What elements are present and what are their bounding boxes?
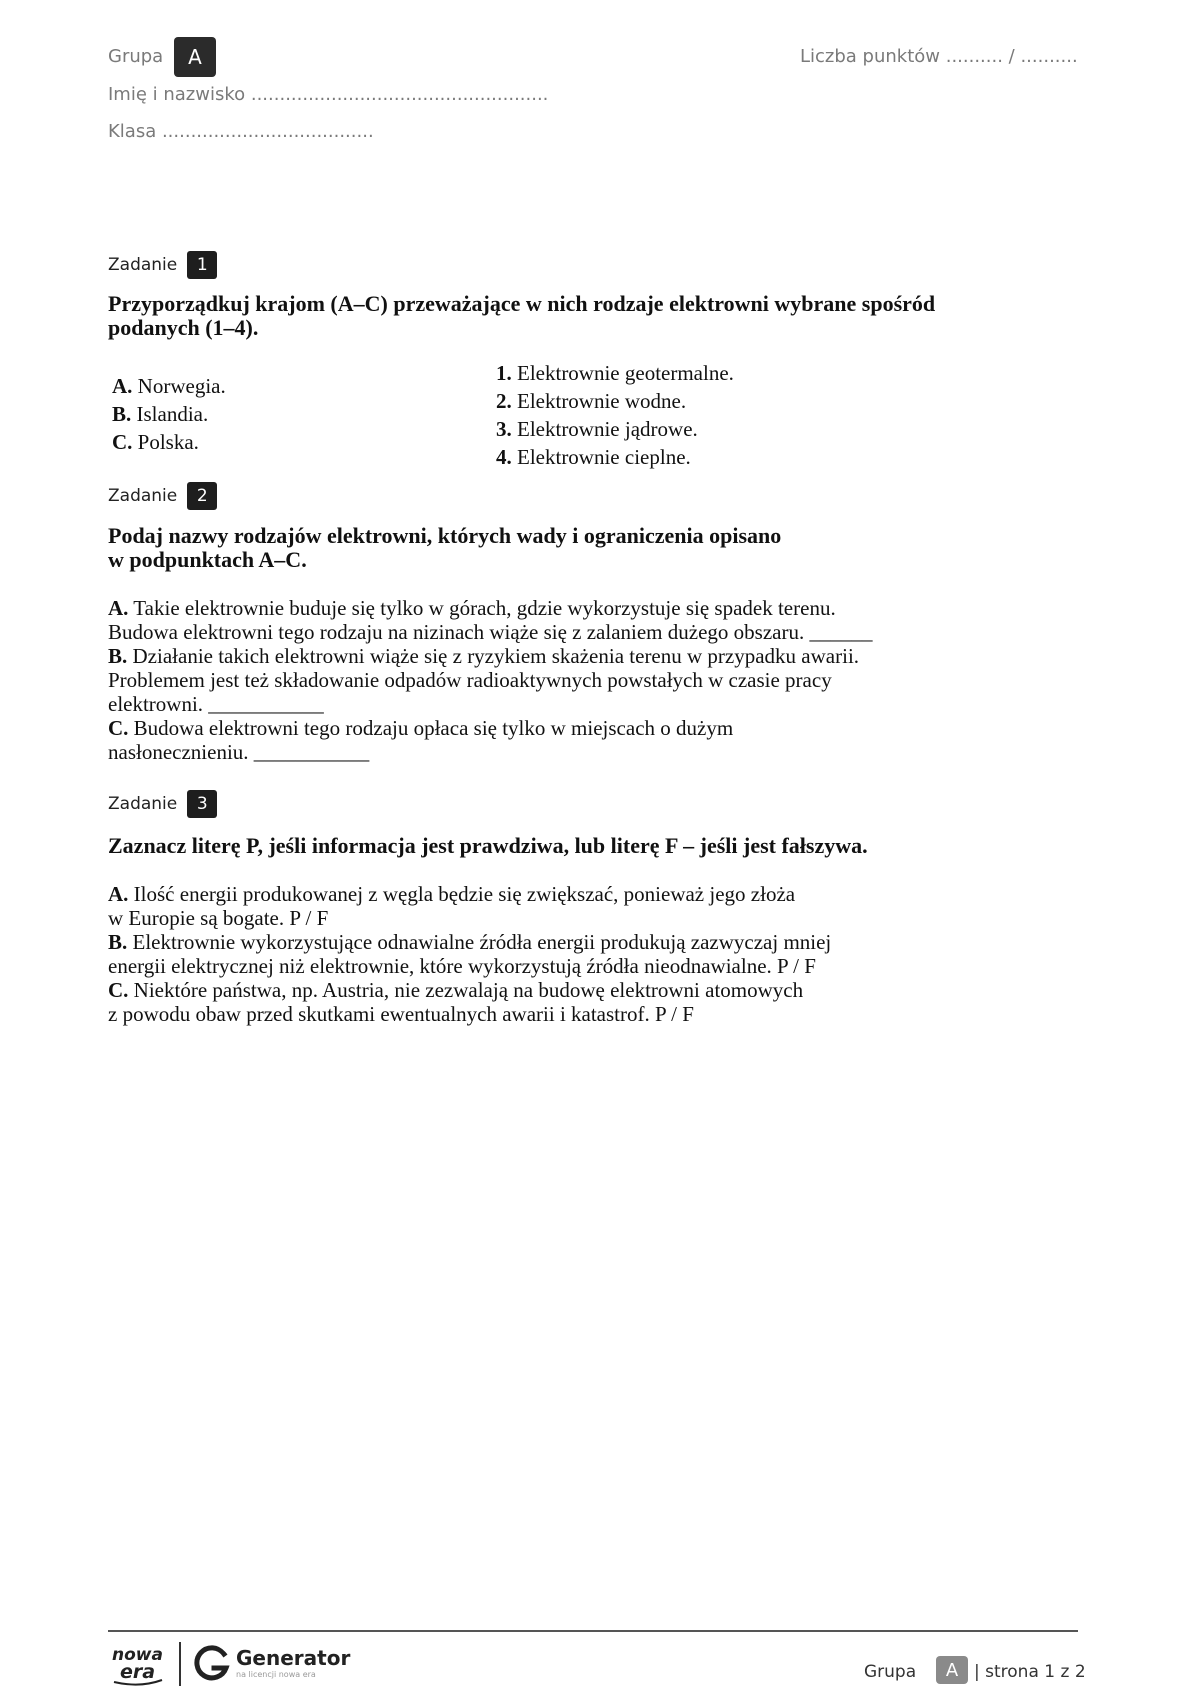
option-item: 2. Elektrownie wodne.: [496, 389, 687, 413]
logo-nowa-text: nowa: [112, 1645, 163, 1665]
page-number: | strona 1 z 2: [974, 1662, 1086, 1682]
footer-group-badge: A: [936, 1656, 968, 1684]
task2-heading: [108, 482, 217, 510]
task3-items: [108, 882, 988, 1026]
task2-label: Zadanie: [108, 486, 178, 506]
logo-separator: [179, 1642, 181, 1686]
task3-number-badge: 3: [187, 790, 217, 818]
task3-heading: [108, 790, 217, 818]
task1-number-badge: 1: [187, 251, 217, 279]
country-item: B. Islandia.: [112, 402, 209, 426]
footer-group-label: Grupa: [864, 1662, 917, 1682]
group-badge: A: [174, 37, 216, 77]
footer-divider: [108, 1630, 1078, 1632]
generator-logo-text: Generator: [236, 1646, 351, 1670]
task2-instruction: Podaj nazwy rodzajów elektrowni, których wady i ograniczenia opisano w podpunktach A–C.: [108, 523, 782, 572]
task3-item-a: A. Ilość energii produkowanej z węgla będzie się zwiększać, ponieważ jego złoża w Europie są bogate. P / F: [108, 882, 796, 930]
task2-item-b: B. Działanie takich elektrowni wiąże się z ryzykiem skażenia terenu w przypadku awarii. Problemem jest też składowanie odpadów radioaktywnych powstałych w czasie pracy elektrowni. ___________: [108, 644, 860, 716]
task2-items: [108, 596, 988, 764]
task2-item-a: A. Takie elektrownie buduje się tylko w górach, gdzie wykorzystuje się spadek terenu. Budowa elektrowni tego rodzaju na nizinach wiąże się z zalaniem dużego obszaru. ______: [108, 596, 873, 644]
logo-era-text: era: [120, 1661, 156, 1683]
task2-number-badge: 2: [187, 482, 217, 510]
task2-item-c: C. Budowa elektrowni tego rodzaju opłaca się tylko w miejscach o dużym nasłonecznieniu. ___________: [108, 716, 734, 764]
group-label: Grupa: [108, 46, 164, 67]
task1-label: Zadanie: [108, 255, 178, 275]
points-field: Liczba punktów .......... / ..........: [800, 46, 1078, 67]
task1-instruction: Przyporządkuj krajom (A–C) przeważające w nich rodzaje elektrowni wybrane spośród podanych (1–4).: [108, 291, 936, 340]
task3-item-b: B. Elektrownie wykorzystujące odnawialne źródła energii produkują zazwyczaj mniej energii elektrycznej niż elektrownie, które wykorzystują źródła nieodnawialne. P / F: [108, 930, 832, 978]
generator-logo-icon: [192, 1644, 232, 1684]
task1-options: [496, 359, 734, 471]
class-field: Klasa .....................................: [108, 121, 374, 142]
task3-item-c: C. Niektóre państwa, np. Austria, nie zezwalają na budowę elektrowni atomowych z powodu obaw przed skutkami ewentualnych awarii i katastrof. P / F: [108, 978, 804, 1026]
task3-instruction: Zaznacz literę P, jeśli informacja jest prawdziwa, lub literę F – jeśli jest fałszywa.: [108, 833, 868, 858]
generator-logo-subtext: na licencji nowa era: [236, 1670, 316, 1679]
option-item: 4. Elektrownie cieplne.: [496, 445, 691, 469]
option-item: 3. Elektrownie jądrowe.: [496, 417, 698, 441]
country-item: A. Norwegia.: [112, 374, 226, 398]
task1-heading: [108, 251, 217, 279]
country-item: C. Polska.: [112, 430, 199, 454]
task1-countries: [112, 372, 226, 456]
name-field: Imię i nazwisko ....................................................: [108, 84, 549, 105]
nowa-era-logo: [110, 1640, 170, 1688]
task3-label: Zadanie: [108, 794, 178, 814]
option-item: 1. Elektrownie geotermalne.: [496, 361, 734, 385]
